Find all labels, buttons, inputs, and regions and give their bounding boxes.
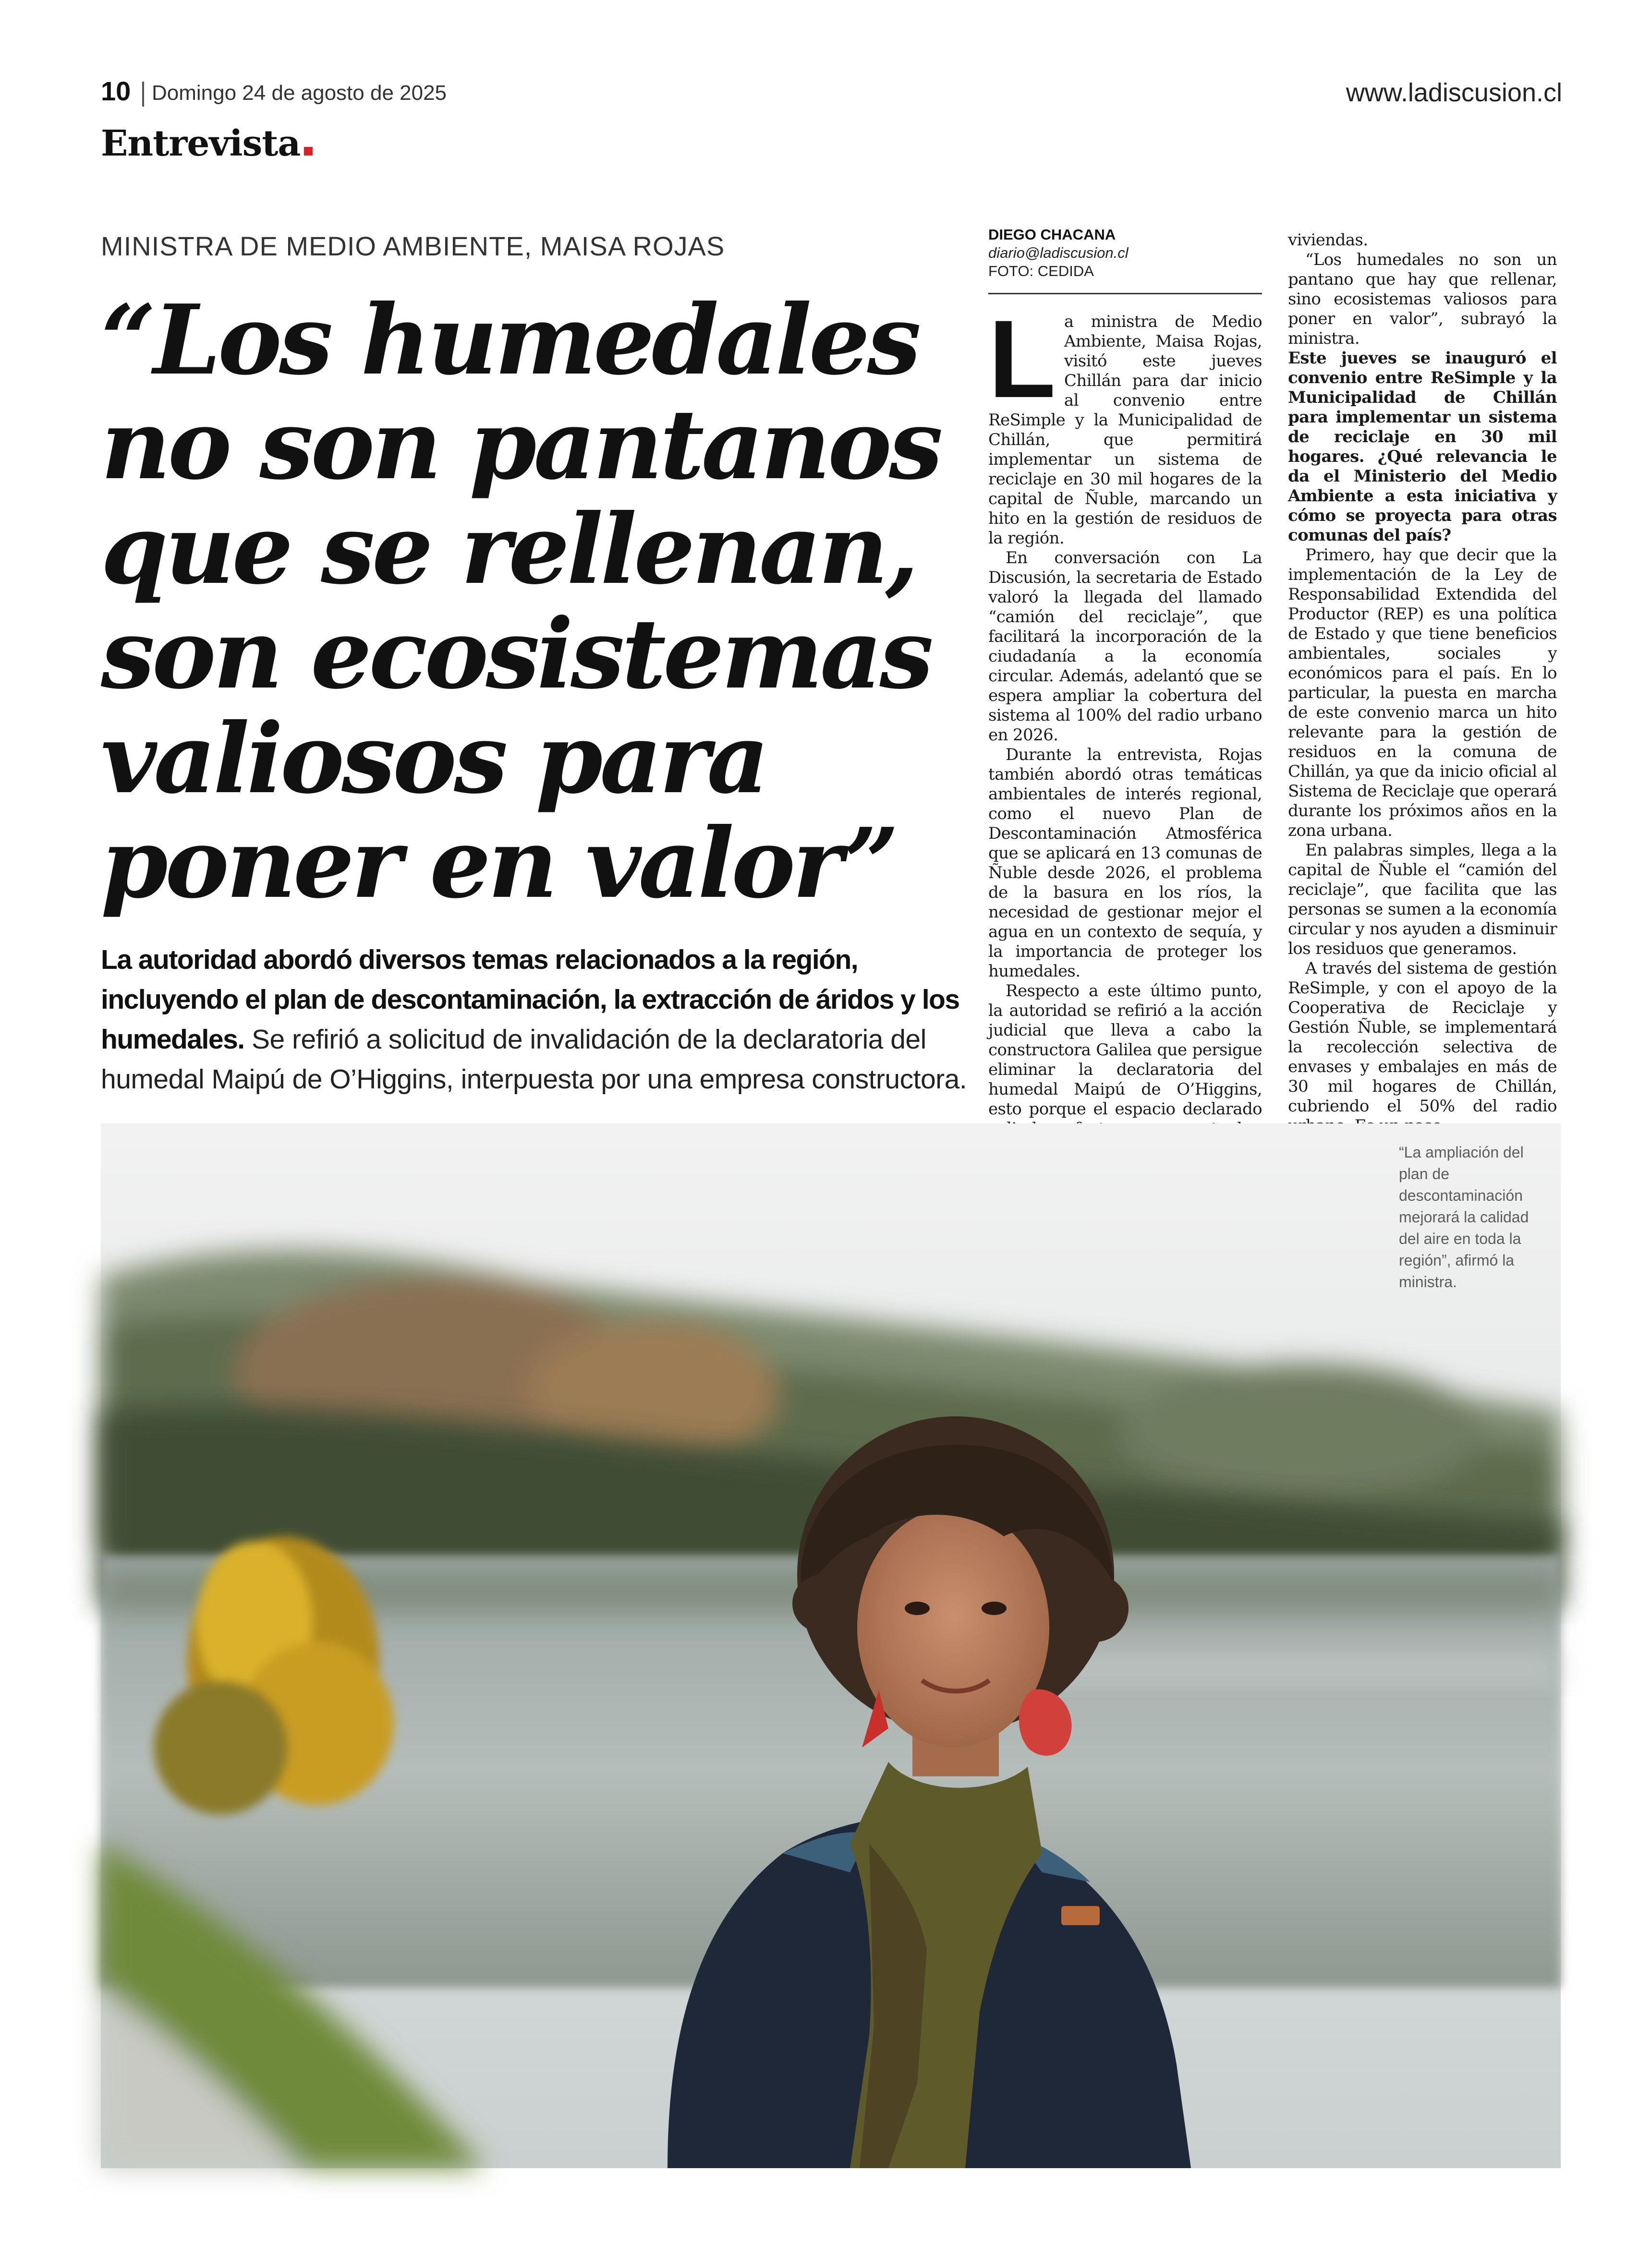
section-name: Entrevista xyxy=(101,123,301,164)
byline xyxy=(988,226,1262,294)
body-paragraph: Respecto a este último punto, la autoridad se refirió a la acción judicial que lleva a cabo la constructora Galilea que persigue eliminar la declaratoria del humedal Maipú de O’Higgins, esto porque el espacio declarado xyxy=(988,981,1262,1119)
photo-credit: FOTO: CEDIDA xyxy=(988,263,1094,279)
body-paragraph: a ministra de Medio Ambiente, Maisa Rojas, visitó este jueves Chillán para dar inicio al convenio entre ReSimple y la Municipalidad de Chillán, que permitirá implementar un sistema de reciclaje en 30 mil hogares de la capital de Ñuble, marcando un hito en la gestión de residuos de la región. xyxy=(988,312,1262,548)
body-paragraph: Durante la entrevista, Rojas también abordó otras temáticas ambientales de interés regional, como el nuevo Plan de Descontaminación Atmosférica que se aplicará en 13 comunas de Ñuble desde 2026, el problema de la basura en los ríos, la necesidad de gestionar mejor el agua en un contexto de sequía, y la importancia de proteger los humedales. xyxy=(988,745,1262,981)
portrait-photo xyxy=(101,1123,1561,2168)
deck-rest: Se refirió a solicitud de invalidación de la declaratoria del humedal Maipú de O’Higgins, interpuesta por una empresa constructora. xyxy=(101,1024,967,1095)
deck-bold: La autoridad abordó diversos temas relacionados a la región, incluyendo el plan de descontaminación, la extracción de áridos y los humedales. xyxy=(101,944,959,1055)
body-column-2 xyxy=(1288,230,1557,1116)
body-paragraph: En palabras simples, llega a la capital de Ñuble el “camión del reciclaje”, que facilita que las personas se sumen a la economía circular y nos ayuden a disminuir los residuos que generamos. xyxy=(1288,841,1557,958)
deck xyxy=(101,940,980,1099)
body-paragraph: viviendas. xyxy=(1288,230,1368,250)
drop-cap: L xyxy=(988,297,1056,421)
byline-author: DIEGO CHACANA xyxy=(988,226,1116,243)
body-paragraph: Primero, hay que decir que la implementación de la Ley de Responsabilidad Extendida del Productor (REP) es una política de Estado y que tiene beneficios ambientales, sociales y económicos para el país. En lo particular, la puesta en marcha de este convenio marca un hito relevante para la gestión de residuos en la comuna de Chillán, ya que da inicio oficial al Sistema de Reciclaje que operará durante los próximos años en la zona urbana. xyxy=(1288,545,1557,840)
byline-email[interactable]: diario@ladiscusion.cl xyxy=(988,244,1129,261)
photo-caption: “La ampliación del plan de descontaminación mejorará la calidad del aire en toda la región”, afirmó la ministra. xyxy=(1399,1144,1529,1291)
section-dot-icon xyxy=(304,147,313,156)
body-paragraph: En conversación con La Discusión, la secretaria de Estado valoró la llegada del llamado “camión del reciclaje”, que facilitará la incorporación de la ciudadanía a la economía circular. Además, adelantó que se espera ampliar la cobertura del sistema al 100% del radio urbano en 2026. xyxy=(988,548,1262,745)
headline: “Los humedales no son pantanos que se rellenan, son ecosistemas valiosos para poner en valor” xyxy=(101,284,940,920)
section-label xyxy=(101,123,313,164)
body-paragraph: “Los humedales no son un pantano que hay que rellenar, sino ecosistemas valiosos para poner en valor”, subrayó la ministra. xyxy=(1288,250,1557,348)
interview-question xyxy=(1288,349,1557,545)
kicker: MINISTRA DE MEDIO AMBIENTE, MAISA ROJAS xyxy=(101,231,725,261)
header-divider xyxy=(142,82,144,107)
body-paragraph: A través del sistema de gestión ReSimple, y con el apoyo de la Cooperativa de Reciclaje y Gestión Ñuble, se implementará la recolección selectiva de envases y embalajes en más de 30 mil hogares de Chillán, cubriendo el 50% del radio xyxy=(1288,959,1557,1116)
issue-date: Domingo 24 de agosto de 2025 xyxy=(152,81,447,105)
page-number: 10 xyxy=(101,76,131,106)
body-column-1 xyxy=(988,297,1262,1119)
site-url[interactable]: www.ladiscusion.cl xyxy=(1346,78,1562,107)
question-text: Este jueves se inauguró el convenio entre ReSimple y la Municipalidad de Chillán para implementar un sistema de reciclaje en 30 mil hogares. ¿Qué relevancia le da el Ministerio del Medio Ambiente a esta iniciativa y cómo se proyecta para otras comunas del país? xyxy=(1288,349,1557,545)
